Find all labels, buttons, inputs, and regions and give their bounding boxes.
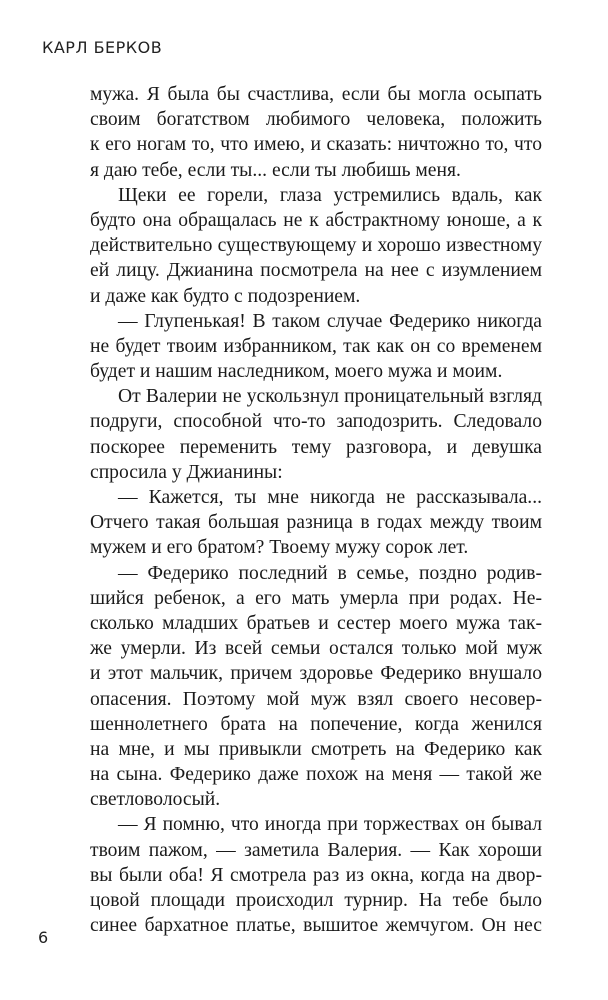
text-line: не будет твоим избранником, так как он со временем — [90, 335, 542, 357]
text-line: к его ногам то, что имею, и сказать: ничтожно то, что — [90, 134, 542, 156]
paragraph — [90, 309, 542, 385]
text-line: поскорее переменить тему разговора, и девушка — [90, 436, 542, 458]
text-line: вы были оба! Я смотрела раз из окна, когда на двор- — [90, 864, 542, 886]
text-line: светловолосый. — [90, 789, 221, 811]
text-line: своим богатством любимого человека, положить — [90, 109, 542, 131]
running-head: КАРЛ БЕРКОВ — [42, 38, 163, 57]
paragraph — [90, 384, 542, 485]
text-line: шийся ребенок, а его мать умерла при родах. Не- — [90, 587, 542, 609]
text-line: — Я помню, что иногда при торжествах он бывал — [118, 814, 542, 836]
text-line: сколько младших братьев и сестер моего мужа так- — [90, 612, 542, 634]
text-line: и этот мальчик, причем здоровье Федерико внушало — [90, 663, 542, 685]
text-line: Щеки ее горели, глаза устремились вдаль, как — [118, 184, 542, 206]
text-line: же умерли. Из всей семьи остался только мой муж — [90, 638, 542, 660]
paragraph — [90, 812, 542, 938]
text-line: ей лицу. Джианина посмотрела на нее с изумлением — [90, 260, 542, 282]
text-line: синее бархатное платье, вышитое жемчугом. Он нес — [90, 915, 542, 937]
paragraph — [90, 485, 542, 561]
text-line: цовой площади происходил турнир. На тебе было — [90, 890, 542, 911]
paragraph — [90, 561, 542, 813]
text-line: действительно существующему и хорошо известному — [90, 235, 542, 257]
body-text — [90, 82, 542, 938]
text-line: и даже как будто с подозрением. — [90, 285, 361, 307]
text-line: опасения. Поэтому мой муж взял своего несовер- — [90, 688, 542, 710]
paragraph — [90, 82, 542, 183]
text-line: мужа. Я была бы счастлива, если бы могла осыпать — [90, 84, 542, 105]
text-line: — Глупенькая! В таком случае Федерико никогда — [118, 310, 542, 332]
paragraph — [90, 183, 542, 309]
text-line: спросила у Джианины: — [90, 461, 283, 483]
text-line: на сына. Федерико даже похож на меня — такой же — [90, 764, 542, 786]
text-line: шеннолетнего брата на попечение, когда женился — [90, 713, 542, 735]
text-line: — Кажется, ты мне никогда не рассказывала... — [118, 487, 542, 508]
text-line: От Валерии не ускользнул проницательный взгляд — [118, 386, 542, 408]
text-line: будто она обращалась не к абстрактному юноше, а к — [90, 209, 542, 231]
text-line: подруги, способной что-то заподозрить. Следовало — [90, 411, 542, 433]
page-number: 6 — [38, 928, 49, 947]
text-line: — Федерико последний в семье, поздно родив- — [118, 562, 542, 584]
text-line: я даю тебе, если ты... если ты любишь меня. — [90, 159, 461, 181]
text-line: на мне, и мы привыкли смотреть на Федерико как — [90, 738, 542, 760]
text-line: будет и нашим наследником, моего мужа и моим. — [90, 361, 503, 383]
text-line: мужем и его братом? Твоему мужу сорок лет. — [90, 537, 469, 559]
text-line: Отчего такая большая разница в годах между твоим — [90, 512, 542, 534]
text-line: твоим пажом, — заметила Валерия. — Как хороши — [90, 839, 542, 861]
